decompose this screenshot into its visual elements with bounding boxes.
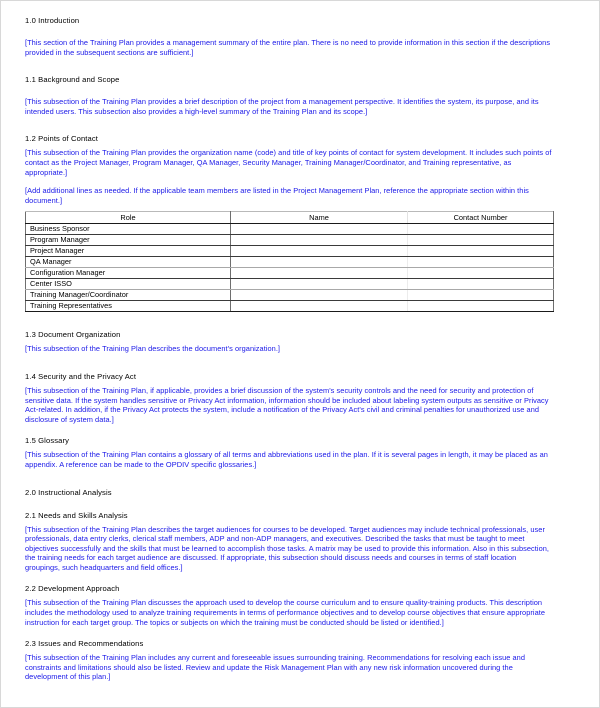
section-heading-2-3: 2.3 Issues and Recommendations <box>25 639 144 649</box>
spacer <box>25 354 553 371</box>
spacer <box>25 312 553 329</box>
cell-name[interactable] <box>231 224 408 235</box>
cell-role: Business Sponsor <box>26 224 231 235</box>
cell-role: Project Manager <box>26 246 231 257</box>
section-paragraph-1-0-0: [This section of the Training Plan provides a management summary of the entire plan. There is no need to provide information in this section if the descriptions provided in the subsequent sections are sufficient.] <box>25 38 551 57</box>
cell-name[interactable] <box>231 268 408 279</box>
section-paragraph-1-5-0: [This subsection of the Training Plan contains a glossary of all terms and abbreviations used in the plan. If it is several pages in length, it may be placed as an appendix. A reference can be made to the OPDIV specific glossaries.] <box>25 450 548 469</box>
section-paragraph-1-3-0: [This subsection of the Training Plan describes the document's organization.] <box>25 344 281 354</box>
spacer <box>25 499 553 510</box>
section-paragraph-1-1-0: [This subsection of the Training Plan provides a brief description of the project from a management perspective. It identifies the system, its purpose, and its intended users. This subsection also provides a high-level summary of the Training Plan and its scope.] <box>25 97 539 116</box>
section-paragraph-2-1-0: [This subsection of the Training Plan describes the target audiences for courses to be developed. Target audiences may include technical professionals, user professionals, data entry clerks, clerical staff members, ADP and non-ADP managers, and executives. Described the tasks that must be taught to meet objectives successfully and the skills that must be learned to accomplish those tasks. A matrix may be used to provide this information. Also in this subsection, the training needs for each target audience are discussed. If appropriate, this subsection should discuss needs and courses in terms of staff location groupings, such headquarters and field offices.] <box>25 524 550 572</box>
section-paragraph-1-4-0: [This subsection of the Training Plan, if applicable, provides a brief discussion of the system's security controls and the need for security and protection of sensitive data. If the system handles sensitive or Privacy Act information, information should be included about labeling system outputs as sensitive or Privacy Act-related. In addition, if the Privacy Act protects the system, include a notification of the Privacy Act's civil and criminal penalties for unauthorized use and disclosure of system data.] <box>25 385 549 424</box>
cell-contact-number[interactable] <box>408 224 554 235</box>
table-row <box>26 246 554 257</box>
spacer <box>25 424 553 435</box>
section-heading-2-2: 2.2 Development Approach <box>25 584 120 594</box>
cell-role: Center ISSO <box>26 279 231 290</box>
table-row <box>26 268 554 279</box>
cell-name[interactable] <box>231 257 408 268</box>
table-row <box>26 279 554 290</box>
points-of-contact-table <box>25 211 554 312</box>
spacer <box>25 86 553 97</box>
cell-contact-number[interactable] <box>408 279 554 290</box>
spacer <box>25 627 553 638</box>
section-heading-1-0: 1.0 Introduction <box>25 16 80 25</box>
spacer <box>25 572 553 583</box>
table-row <box>26 235 554 246</box>
cell-name[interactable] <box>231 235 408 246</box>
table-body <box>26 224 554 312</box>
column-header-role: Role <box>26 212 231 224</box>
cell-contact-number[interactable] <box>408 246 554 257</box>
spacer <box>25 470 553 487</box>
cell-name[interactable] <box>231 290 408 301</box>
spacer <box>25 57 553 74</box>
spacer <box>25 27 553 38</box>
section-heading-1-4: 1.4 Security and the Privacy Act <box>25 371 137 381</box>
column-header-name: Name <box>231 212 408 224</box>
cell-name[interactable] <box>231 301 408 312</box>
cell-name[interactable] <box>231 279 408 290</box>
cell-role: Configuration Manager <box>26 268 231 279</box>
cell-contact-number[interactable] <box>408 235 554 246</box>
cell-contact-number[interactable] <box>408 301 554 312</box>
cell-role: QA Manager <box>26 257 231 268</box>
section-heading-1-3: 1.3 Document Organization <box>25 330 121 340</box>
cell-contact-number[interactable] <box>408 268 554 279</box>
column-header-contact-number: Contact Number <box>408 212 554 224</box>
table-row <box>26 257 554 268</box>
cell-role: Program Manager <box>26 235 231 246</box>
section-paragraph-1-2-0: [This subsection of the Training Plan provides the organization name (code) and title of key points of contact for system development. It includes such points of contact as the Project Manager, Program Manager, QA Manager, Security Manager, Training Manager/Coordinator, and Training representative, as appropriate.] <box>25 148 552 177</box>
cell-role: Training Manager/Coordinator <box>26 290 231 301</box>
section-paragraph-2-3-0: [This subsection of the Training Plan includes any current and foreseeable issues surrounding training. Recommendations for resolving each issue and constraints and limitations should also be listed. Review and update the Risk Management Plan with any new risk information uncovered during the development of this plan.] <box>25 653 525 682</box>
table-row <box>26 301 554 312</box>
cell-contact-number[interactable] <box>408 290 554 301</box>
section-heading-2-0: 2.0 Instructional Analysis <box>25 487 112 497</box>
spacer <box>25 116 553 133</box>
cell-name[interactable] <box>231 246 408 257</box>
cell-contact-number[interactable] <box>408 257 554 268</box>
table-row <box>26 290 554 301</box>
section-heading-1-5: 1.5 Glossary <box>25 436 70 446</box>
section-paragraph-2-2-0: [This subsection of the Training Plan discusses the approach used to develop the course curriculum and to ensure quality-training products. This description includes the methodology used to analyze training requirements in terms of performance objectives and to develop course objectives that ensure appropriate instruction for each target group. The topics or subjects on which the training must be conducted should be listed or identified.] <box>25 598 546 627</box>
table-row <box>26 224 554 235</box>
table-header-row <box>26 212 554 224</box>
cell-role: Training Representatives <box>26 301 231 312</box>
table-header <box>26 212 554 224</box>
section-heading-2-1: 2.1 Needs and Skills Analysis <box>25 510 128 520</box>
section-paragraph-1-2-1: [Add additional lines as needed. If the applicable team members are listed in the Project Management Plan, reference the appropriate section within this document.] <box>25 186 529 205</box>
spacer <box>25 177 553 186</box>
document-body <box>25 15 553 682</box>
section-heading-1-1: 1.1 Background and Scope <box>25 75 120 85</box>
section-heading-1-2: 1.2 Points of Contact <box>25 134 99 144</box>
